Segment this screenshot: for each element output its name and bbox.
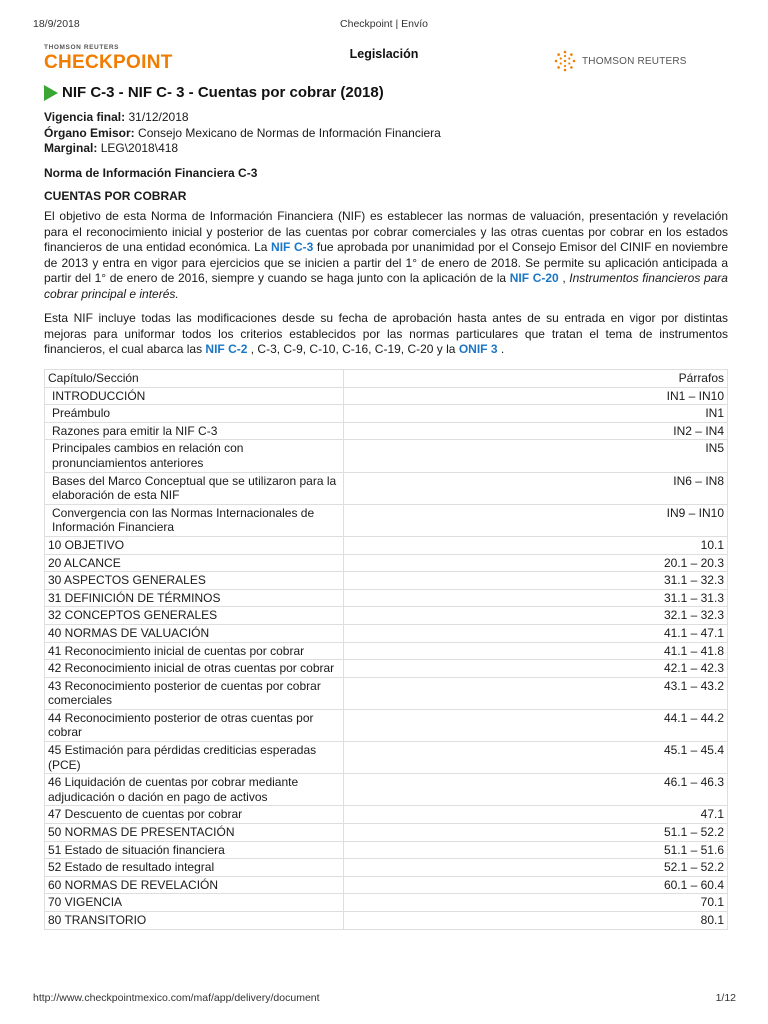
paragraphs-cell: 10.1 [344,536,728,554]
section-cell: 50 NORMAS DE PRESENTACIÓN [45,824,344,842]
section-cell: Bases del Marco Conceptual que se utilizaron para la elaboración de esta NIF [45,472,344,504]
paragraphs-cell: 20.1 – 20.3 [344,554,728,572]
paragraphs-cell: 52.1 – 52.2 [344,859,728,877]
document-title [44,84,384,101]
paragraphs-cell: 60.1 – 60.4 [344,876,728,894]
table-row [45,660,728,678]
objective-paragraph [44,209,728,303]
section-cell: INTRODUCCIÓN [45,387,344,405]
paragraphs-cell: IN6 – IN8 [344,472,728,504]
brand-product: CHECKPOINT [44,52,173,73]
table-row [45,405,728,423]
table-row [45,504,728,536]
table-header-row [45,370,728,388]
section-cell: 42 Reconocimiento inicial de otras cuentas por cobrar [45,660,344,678]
table-row [45,536,728,554]
section-cell: 20 ALCANCE [45,554,344,572]
section-cell: 31 DEFINICIÓN DE TÉRMINOS [45,589,344,607]
section-label: Legislación [349,47,419,61]
marginal-label: Marginal: [44,141,98,155]
section-cell: 43 Reconocimiento posterior de cuentas por cobrar comerciales [45,677,344,709]
paragraphs-cell: 44.1 – 44.2 [344,709,728,741]
table-row [45,440,728,472]
table-row [45,387,728,405]
paragraphs-cell: 51.1 – 52.2 [344,824,728,842]
section-cell: 44 Reconocimiento posterior de otras cuentas por cobrar [45,709,344,741]
para2-text-3: . [497,342,505,357]
paragraphs-cell: IN2 – IN4 [344,422,728,440]
table-row [45,472,728,504]
section-cell: 40 NORMAS DE VALUACIÓN [45,624,344,642]
section-cell: 70 VIGENCIA [45,894,344,912]
partner-logo-text: THOMSON REUTERS [582,55,687,67]
vigencia-label: Vigencia final: [44,110,126,124]
section-cell: 52 Estado de resultado integral [45,859,344,877]
header-chapter: Capítulo/Sección [45,370,344,388]
modifications-paragraph [44,311,728,358]
section-cell: 32 CONCEPTOS GENERALES [45,607,344,625]
table-row [45,624,728,642]
paragraphs-cell: 41.1 – 41.8 [344,642,728,660]
table-row [45,806,728,824]
page-number: 1/12 [715,992,736,1004]
paragraphs-cell: 31.1 – 32.3 [344,572,728,590]
brand-company: THOMSON REUTERS [44,44,120,51]
para1-text-2: fue aprobada por unanimidad por el Consejo Emisor del CINIF en noviembre de 2013 y entra en vigor para ejercicios que se inicien a partir del 1° de enero de 2018. Se permite su aplicación anticipada a partir del 1° de enero de 2016, siempre y cuando se haga junto con la aplicación de la [44,240,728,286]
table-row [45,742,728,774]
table-row [45,876,728,894]
table-row [45,841,728,859]
thomson-reuters-logo [554,50,687,72]
marginal-line [44,141,441,157]
print-footer [0,992,768,1006]
organo-value: Consejo Mexicano de Normas de Información Financiera [138,125,441,140]
section-cell: Convergencia con las Normas Internacionales de Información Financiera [45,504,344,536]
paragraphs-cell: 41.1 – 47.1 [344,624,728,642]
section-cell: 10 OBJETIVO [45,536,344,554]
nif-c3-link[interactable]: NIF C-3 [271,240,314,255]
table-row [45,824,728,842]
table-row [45,422,728,440]
section-cell: 46 Liquidación de cuentas por cobrar mediante adjudicación o dación en pago de activos [45,774,344,806]
paragraphs-cell: 47.1 [344,806,728,824]
print-header [0,18,768,32]
section-cell: Preámbulo [45,405,344,423]
onif-3-link[interactable]: ONIF 3 [458,342,498,357]
document-title-text: NIF C-3 - NIF C- 3 - Cuentas por cobrar (2018) [62,84,384,101]
vigencia-line [44,110,441,126]
paragraphs-cell: 70.1 [344,894,728,912]
paragraphs-cell: 43.1 – 43.2 [344,677,728,709]
section-cell: 60 NORMAS DE REVELACIÓN [45,876,344,894]
print-url: http://www.checkpointmexico.com/maf/app/delivery/document [33,992,320,1004]
section-cell: 41 Reconocimiento inicial de cuentas por cobrar [45,642,344,660]
marginal-value: LEG\2018\418 [100,141,179,155]
paragraphs-cell: 80.1 [344,912,728,930]
print-page-title: Checkpoint | Envío [340,18,428,30]
section-cell: 80 TRANSITORIO [45,912,344,930]
table-row [45,607,728,625]
table-row [45,709,728,741]
nif-c20-link[interactable]: NIF C-20 [509,271,559,286]
table-row [45,589,728,607]
section-cell: 45 Estimación para pérdidas crediticias esperadas (PCE) [45,742,344,774]
section-cell: Principales cambios en relación con pronunciamientos anteriores [45,440,344,472]
table-row [45,912,728,930]
table-row [45,774,728,806]
nif-c2-link[interactable]: NIF C-2 [205,342,248,357]
section-cell: 30 ASPECTOS GENERALES [45,572,344,590]
vigencia-value: 31/12/2018 [128,110,189,124]
paragraphs-cell: IN9 – IN10 [344,504,728,536]
section-cell: 47 Descuento de cuentas por cobrar [45,806,344,824]
paragraphs-cell: IN1 – IN10 [344,387,728,405]
table-row [45,894,728,912]
paragraphs-cell: IN5 [344,440,728,472]
para1-text-3: , [558,271,570,286]
para2-text-2: , C-3, C-9, C-10, C-16, C-19, C-20 y la [247,342,459,357]
table-row [45,642,728,660]
paragraphs-cell: 45.1 – 45.4 [344,742,728,774]
paragraphs-cell: IN1 [344,405,728,423]
document-metadata [44,110,441,157]
organo-line [44,126,441,142]
contents-table-body [45,387,728,929]
paragraphs-cell: 51.1 – 51.6 [344,841,728,859]
section-cell: 51 Estado de situación financiera [45,841,344,859]
organo-label: Órgano Emisor: [44,125,135,140]
para1-text-1: El objetivo de esta Norma de Información Financiera (NIF) es establecer las normas de valuación, presentación y revelación para el reconocimiento inicial y posterior de las cuentas por cobrar comerciales y las otras cuentas por cobrar en los estados financieros de una entidad económica. La [44,209,728,255]
para2-text-1: Esta NIF incluye todas las modificaciones desde su fecha de aprobación hasta antes de su entrada en vigor por distintas mejoras para uniformar todos los criterios establecidos por las normas particulares que tratan el tema de instrumentos financieros, el cual abarca las [44,311,728,357]
paragraphs-cell: 31.1 – 31.3 [344,589,728,607]
play-arrow-icon [44,85,58,101]
paragraphs-cell: 42.1 – 42.3 [344,660,728,678]
table-row [45,572,728,590]
paragraphs-cell: 32.1 – 32.3 [344,607,728,625]
para1-italic: Instrumentos financieros para cobrar principal e interés. [44,271,728,301]
section-cell: Razones para emitir la NIF C-3 [45,422,344,440]
contents-table [44,369,728,930]
header-paragraphs: Párrafos [344,370,728,388]
cuentas-heading: CUENTAS POR COBRAR [44,189,187,203]
print-date: 18/9/2018 [33,18,80,30]
table-row [45,859,728,877]
table-row [45,677,728,709]
paragraphs-cell: 46.1 – 46.3 [344,774,728,806]
table-row [45,554,728,572]
norma-heading: Norma de Información Financiera C-3 [44,166,258,180]
dotted-globe-icon [554,50,576,72]
